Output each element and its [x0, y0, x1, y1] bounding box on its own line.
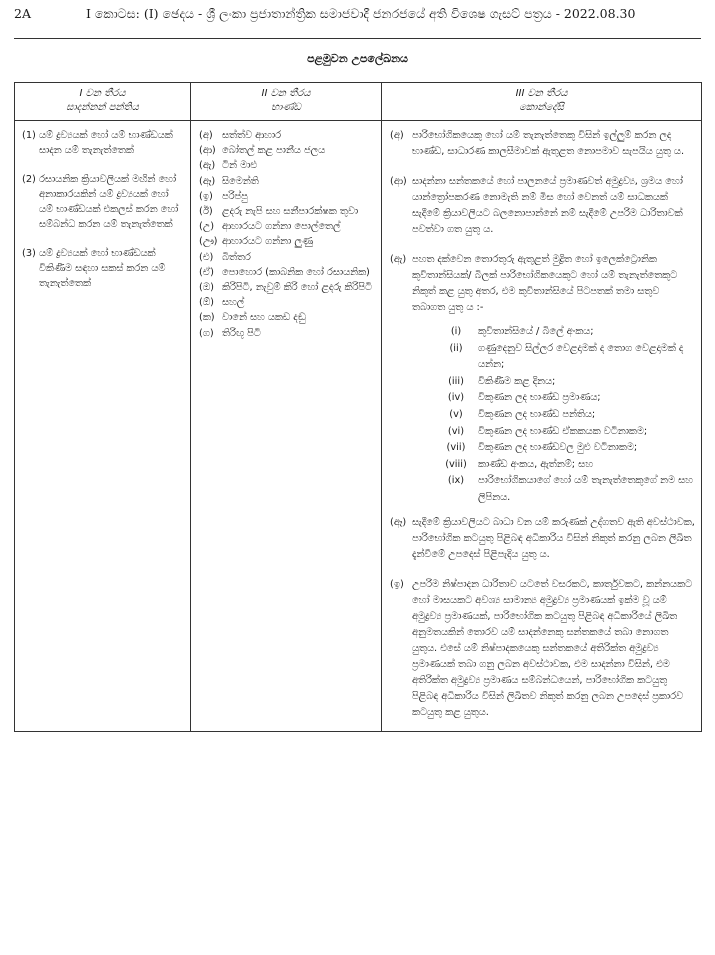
goods-item [199, 219, 377, 234]
goods-item [199, 158, 377, 173]
item-letter: (ඉ) [199, 190, 213, 202]
receipt-detail-item [434, 457, 695, 474]
item-text: බෝතල් කළ පානීය ජලය [222, 145, 326, 157]
item-letter: (ඌ) [199, 236, 218, 248]
item-text: ආහාරයට ගන්නා පොල්තෙල් [222, 221, 341, 233]
receipt-detail-item [434, 390, 695, 407]
goods-item [199, 250, 377, 265]
schedule-title: පළමුවන උපලේඛනය [307, 52, 408, 65]
condition-i [390, 577, 695, 721]
goods-item [199, 265, 377, 280]
roman-numeral: (iv) [447, 392, 465, 404]
item-letter: (ක) [199, 312, 215, 324]
item-text: යම් ද්‍රව්‍යයක් හෝ යම් භාණ්ඩයක් සාදන යම් තැනැත්තෙක් [39, 130, 173, 156]
receipt-detail-item [434, 341, 695, 374]
receipt-detail-item [434, 374, 695, 391]
page-header [14, 6, 701, 26]
roman-numeral: (ix) [447, 475, 465, 487]
condition-ai [390, 515, 695, 563]
page-number: 2A [14, 6, 31, 21]
item-number: (1) [22, 130, 36, 141]
column-header-3-line2: කොන්දේසි [519, 102, 564, 113]
condition-a [390, 128, 695, 160]
column-header-2 [191, 83, 382, 121]
list-item [22, 172, 185, 232]
detail-text: ගණුදෙනුව සිල්ලර වෙළදාමක් ද තොග වෙළදාමක් ද යන්න; [478, 342, 684, 371]
roman-numeral: (v) [449, 408, 463, 420]
item-letter: (ආ) [199, 145, 216, 157]
item-text: යම් ද්‍රව්‍යයක් හෝ භාණ්ඩයක් විකිණීම සඳහා සකස් කරන යම් තැනැත්තෙක් [39, 248, 166, 289]
item-text: ළදරු නැපි සහ සනීපාරක්ෂක තුවා [222, 206, 359, 218]
item-text: රසායනික ක්‍රියාවලියක් මඟින් හෝ අනාකාරයකින් යම් ද්‍රව්‍යයක් හෝ යම් භාණ්ඩයක් එකලස් කරන හෝ සම්බන්ධ කරන යම් තැනැත්තෙක් [39, 174, 179, 230]
item-letter: (ඇ) [199, 160, 216, 172]
manufacturer-class-cell [15, 121, 191, 732]
item-text: සිමෙන්ති [222, 175, 259, 187]
goods-item [199, 326, 377, 341]
item-letter: (එ) [199, 251, 214, 263]
condition-text: පාරිභෝගිකයෙකු හෝ යම් තැනැත්තෙකු විසින් ඉල්ලුම් කරන ලද භාණ්ඩ, සාධාරණ කාලසීමාවක් ඇතුළත නොපමාව සැපයිය යුතු ය. [412, 130, 685, 157]
schedule-table [14, 82, 702, 732]
column-header-1-line2: සාදන්නන් පන්තිය [66, 102, 139, 113]
conditions-cell [382, 121, 702, 732]
condition-text: සැදීමේ ක්‍රියාවලියට බාධා වන යම් කරුණක් උද්ගතව ඇති අවස්ථාවක, පාරිභෝගික කටයුතු පිළිබඳ අධිකාරිය විසින් නිකුත් කරනු ලබන ලිඛිත දැන්වීමේ උපදෙස් පිළිපැදිය යුතු ය. [412, 516, 695, 560]
item-text: ආහාරයට ගන්නා ලුණු [222, 236, 313, 248]
item-text: පොහොර (කාබනික හෝ රසායනික) [222, 266, 370, 278]
detail-text: විකුණන ලද භාණ්ඩ ඒකකයක වටිනාකම; [478, 425, 648, 437]
condition-letter: (ආ) [390, 176, 407, 187]
list-item [22, 128, 185, 158]
table-body-row [15, 121, 702, 732]
receipt-detail-item [434, 324, 695, 341]
item-text: ටින් මාළු [222, 160, 258, 172]
goods-cell [191, 121, 382, 732]
roman-numeral: (ii) [449, 342, 463, 354]
condition-letter: (ඉ) [390, 578, 404, 590]
column-header-1-line1: I වන තීරය [79, 88, 126, 99]
receipt-detail-item [434, 473, 695, 506]
roman-numeral: (vi) [447, 425, 465, 437]
detail-text: කාණ්ඩ අංකය, ඇත්නම්; සහ [478, 458, 593, 470]
item-letter: (උ) [199, 221, 215, 233]
column-header-1 [15, 83, 191, 121]
column-header-2-line2: භාණ්ඩ [271, 102, 301, 113]
receipt-details-list [434, 324, 695, 507]
condition-text: සාදන්නා සන්තකයේ හෝ පාලනයේ ප්‍රමාණවත් අමුද්‍රව්‍ය, ශ්‍රමය හෝ යාන්ත්‍රෝපකරණ නොමැති නම් මිස හෝ වෙනත් යම් සාධකයක් සැදීමේ ක්‍රියාවලියට බලනොපාන්නේ නම් සැදීමේ උපරිම ධාරිතාවක් පවත්වා ගත යුතු ය. [412, 176, 683, 235]
condition-ae [390, 252, 695, 316]
roman-numeral: (vii) [446, 442, 466, 454]
goods-item [199, 189, 377, 204]
condition-text: පහත දක්වෙන තොරතුරු ඇතුළත් මුද්‍රිත හෝ ඉලෙක්ට්‍රොනික කුවිතාන්සියක්/ බිලක් පාරිභෝගිකයෙකුට හෝ යම් තැනැත්තෙකුට නිකුත් කළ යුතු අතර, එම කුවිතාන්සියේ පිටපතක් තමා සතුව තබාගත යුතු ය :- [412, 254, 678, 313]
item-text: තිරිඟු පිටි [222, 327, 261, 339]
item-letter: (ඊ) [199, 206, 213, 218]
roman-numeral: (i) [450, 326, 462, 337]
item-text: බිත්තර [222, 251, 251, 263]
item-text: පරිප්පු [222, 190, 248, 202]
receipt-detail-item [434, 440, 695, 457]
column-header-3-line1: III වන තීරය [515, 88, 568, 99]
condition-letter: (අ) [390, 130, 404, 141]
item-letter: (ඔ) [199, 282, 214, 294]
goods-item [199, 280, 377, 295]
receipt-detail-item [434, 424, 695, 441]
condition-text: උපරිම නිෂ්පාදන ධාරිතාව යටතේ වසරකට, කාර්තුවකට, කන්නයකට හෝ මාසයකට අවශ්‍ය සාමාන්‍ය අමුද්‍රව්‍ය ප්‍රමාණයක් ඉක්ම වූ යම් අමුද්‍රව්‍ය ප්‍රමාණයක්, පාරිභෝගික කටයුතු පිළිබඳ අධිකාරියේ ලිඛිත අනුමතයකින් තොරව යම් සාදන්නෙකු සන්තකයේ තබා නොගත යුතුය. එසේ යම් නිෂ්පාදකයෙකු සන්තකයේ අතිරික්ත අමුද්‍රව්‍ය ප්‍රමාණයක් තබා ගනු ලබන අවස්ථාවක, එම සාදන්නා විසින්, එම අතිරික්ත අමුද්‍රව්‍ය ප්‍රමාණය සම්බන්ධයෙන්, පාරිභෝගික කටයුතු පිළිබඳ අධිකාරිය විසින් ලිඛිතව නිකුත් කරනු ලබන උපදෙස් ප්‍රකාරව කටයුතු කළ යුතුය. [412, 578, 693, 718]
detail-text: කුවිතාන්සියේ / බිලේ අංකය; [478, 326, 594, 337]
goods-item [199, 204, 377, 219]
detail-text: විකුණන ලද භාණ්ඩ ප්‍රමාණය; [478, 392, 601, 404]
condition-letter: (ඇ) [390, 254, 407, 265]
goods-item [199, 234, 377, 249]
item-letter: (අ) [199, 130, 213, 141]
item-number: (3) [22, 248, 36, 259]
item-text: සත්ත්ව ආහාර [222, 130, 281, 141]
detail-text: විකුණන ලද භාණ්ඩවල මුළු වටිනාකම; [478, 442, 638, 454]
condition-letter: (ඈ) [390, 516, 407, 528]
roman-numeral: (viii) [445, 458, 467, 470]
column-header-3 [382, 83, 702, 121]
table-header-row [15, 83, 702, 121]
item-letter: (ග) [199, 327, 214, 339]
item-number: (2) [22, 174, 36, 185]
detail-text: විකුණන ලද භාණ්ඩ පන්තිය; [478, 408, 596, 420]
gazette-title: I කොටස: (I) ඡෙදය - ශ්‍රී ලංකා ප්‍රජාතාන්ත්‍රික සමාජවාදී ජනරජයේ අති විශෙෂ ගැසට් පත්‍රය - 2022.08.30 [86, 6, 636, 21]
item-text: වානේ සහ යකඩ දඬු [222, 312, 306, 324]
column-header-2-line1: II වන තීරය [261, 88, 311, 99]
item-text: සහල් [222, 297, 245, 309]
detail-text: විකිණීම කළ දිනය; [478, 375, 556, 387]
detail-text: පාරිභෝගිකයාගේ හෝ යම් තැනැත්තෙකුගේ නම සහ ලිපිනය. [478, 475, 693, 503]
goods-item [199, 143, 377, 158]
goods-item [199, 128, 377, 143]
item-letter: (ඈ) [199, 175, 216, 187]
item-letter: (ඒ) [199, 266, 214, 278]
goods-item [199, 295, 377, 310]
receipt-detail-item [434, 407, 695, 424]
item-text: කිරිපිටි, නැවුම් කිරි හෝ ළදරු කිරිපිටි [222, 282, 373, 294]
list-item [22, 246, 185, 291]
condition-aa [390, 174, 695, 238]
goods-item [199, 174, 377, 189]
item-letter: (ඕ) [199, 297, 214, 309]
roman-numeral: (iii) [448, 375, 464, 387]
goods-item [199, 310, 377, 325]
header-rule [14, 38, 701, 39]
